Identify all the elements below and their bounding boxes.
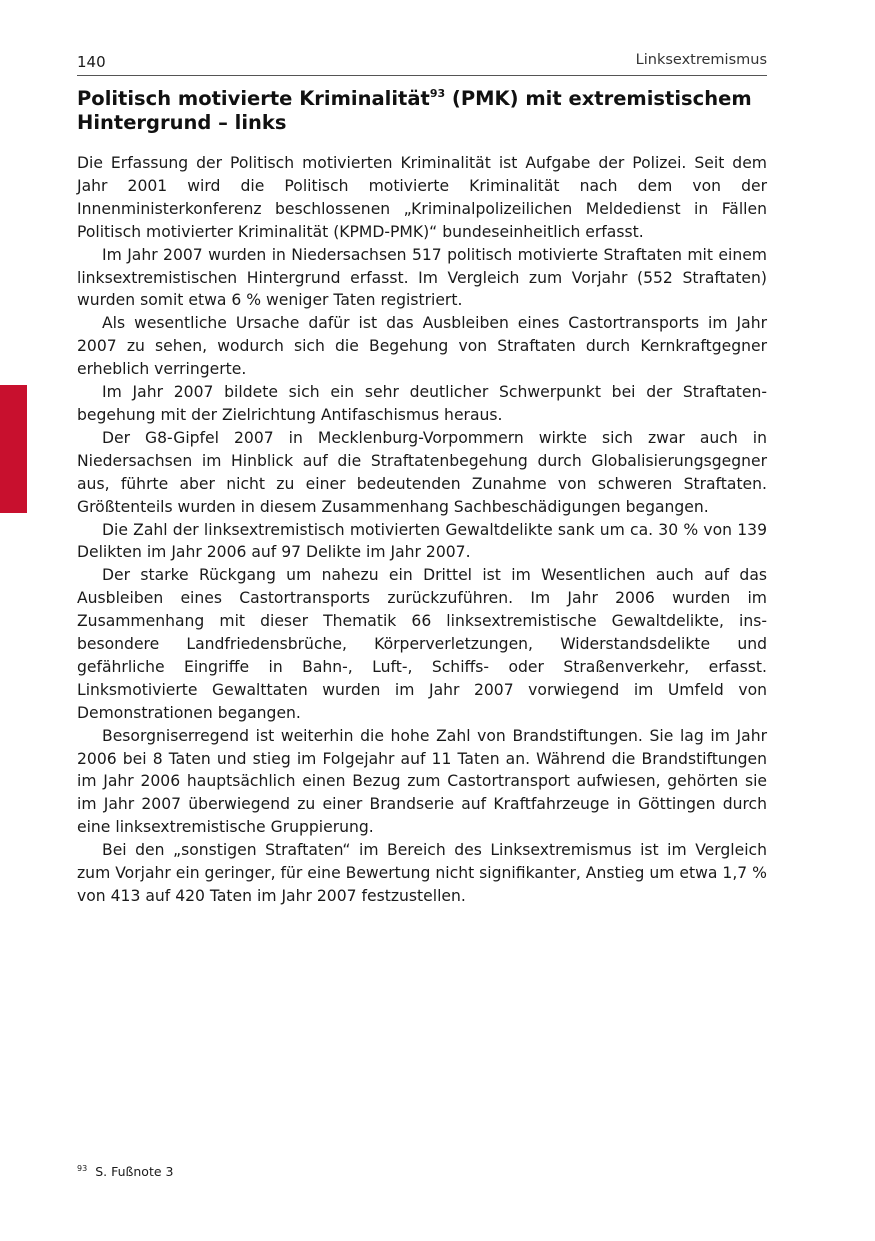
footnote-number: 93 bbox=[77, 1164, 88, 1173]
footnote bbox=[77, 1164, 173, 1179]
paragraph-intro: Die Erfassung der Politisch motivierten Kriminalität ist Aufgabe der Polizei. Seit dem Jahr 2001 wird die Politisch motivierte Kriminalität nach dem von der Innenministerkonferenz beschlossenen „Kriminalpolizeilichen Meldedienst in Fällen Politisch motivierter Kriminalität (KPMD-PMK)“ bundeseinheitlich erfasst. bbox=[77, 154, 767, 241]
paragraph: Der G8-Gipfel 2007 in Mecklenburg-Vorpommern wirkte sich zwar auch in Niedersachsen im Hinblick auf die Straftatenbegehung durch Globalisierungsgegner aus, führte aber nicht zu einer bedeutenden Zunahme von schweren Straftaten. Größtenteils wurden in diesem Zusammenhang Sachbeschädigungen begangen. bbox=[77, 428, 767, 516]
running-title: Linksextremismus bbox=[635, 52, 767, 68]
footnote-text: S. Fußnote 3 bbox=[95, 1164, 174, 1179]
body-text bbox=[77, 152, 767, 908]
paragraph: Bei den „sonstigen Straftaten“ im Bereich des Linksextremismus ist im Vergleich zum Vorjahr ein geringer, für eine Bewertung nicht signifikanter, Anstieg um etwa 1,7 % von 413 auf 420 Taten im Jahr 2007 festzustellen. bbox=[77, 841, 767, 905]
page-header bbox=[77, 51, 767, 76]
paragraph: Im Jahr 2007 bildete sich ein sehr deutlicher Schwerpunkt bei der Straftatenbegehung mit der Zielrichtung Antifaschismus heraus. bbox=[77, 383, 767, 424]
paragraph: Im Jahr 2007 wurden in Niedersachsen 517 politisch motivierte Straftaten mit einem linksextremistischen Hintergrund erfasst. Im Vergleich zum Vorjahr (552 Straftaten) wurden somit etwa 6 % weniger Taten registriert. bbox=[77, 245, 767, 310]
paragraph: Als wesentliche Ursache dafür ist das Ausbleiben eines Castortransports im Jahr 2007 zu sehen, wodurch sich die Begehung von Straftaten durch Kernkraftgegner erheblich verringerte. bbox=[77, 314, 767, 379]
footnote-reference: 93 bbox=[429, 87, 446, 100]
page-number: 140 bbox=[77, 53, 106, 71]
section-title bbox=[77, 87, 767, 135]
section-title-text-continued: (PMK) mit extremistischem Hintergrund – links bbox=[77, 87, 752, 134]
paragraph: Der starke Rückgang um nahezu ein Drittel ist im Wesentlichen auch auf das Ausbleiben eines Castortransports zurückzuführen. Im Jahr 2006 wurden im Zusammenhang mit dieser Thematik 66 linksextremistische Gewaltdelikte, insbesondere Landfriedensbrüche, Körperverletzungen, Widerstandsdelikte und gefährliche Eingriffe in Bahn-, Luft-, Schiffs- oder Straßenverkehr, erfasst. Linksmotivierte Gewalttaten wurden im Jahr 2007 vorwiegend im Umfeld von Demonstrationen begangen. bbox=[77, 566, 767, 722]
chapter-marker-tab bbox=[0, 385, 27, 513]
section-title-text: Politisch motivierte Kriminalität bbox=[77, 87, 430, 110]
paragraph: Besorgniserregend ist weiterhin die hohe Zahl von Brandstiftungen. Sie lag im Jahr 2006 bei 8 Taten und stieg im Folgejahr auf 11 Taten an. Während die Brandstiftungen im Jahr 2006 hauptsächlich einen Bezug zum Castortransport aufwiesen, gehörten sie im Jahr 2007 überwiegend zu einer Brandserie auf Kraftfahrzeuge in Göttingen durch eine linksextremistische Gruppierung. bbox=[77, 726, 767, 837]
paragraph: Die Zahl der linksextremistisch motivierten Gewaltdelikte sank um ca. 30 % von 139 Delikten im Jahr 2006 auf 97 Delikte im Jahr 2007. bbox=[77, 520, 767, 562]
